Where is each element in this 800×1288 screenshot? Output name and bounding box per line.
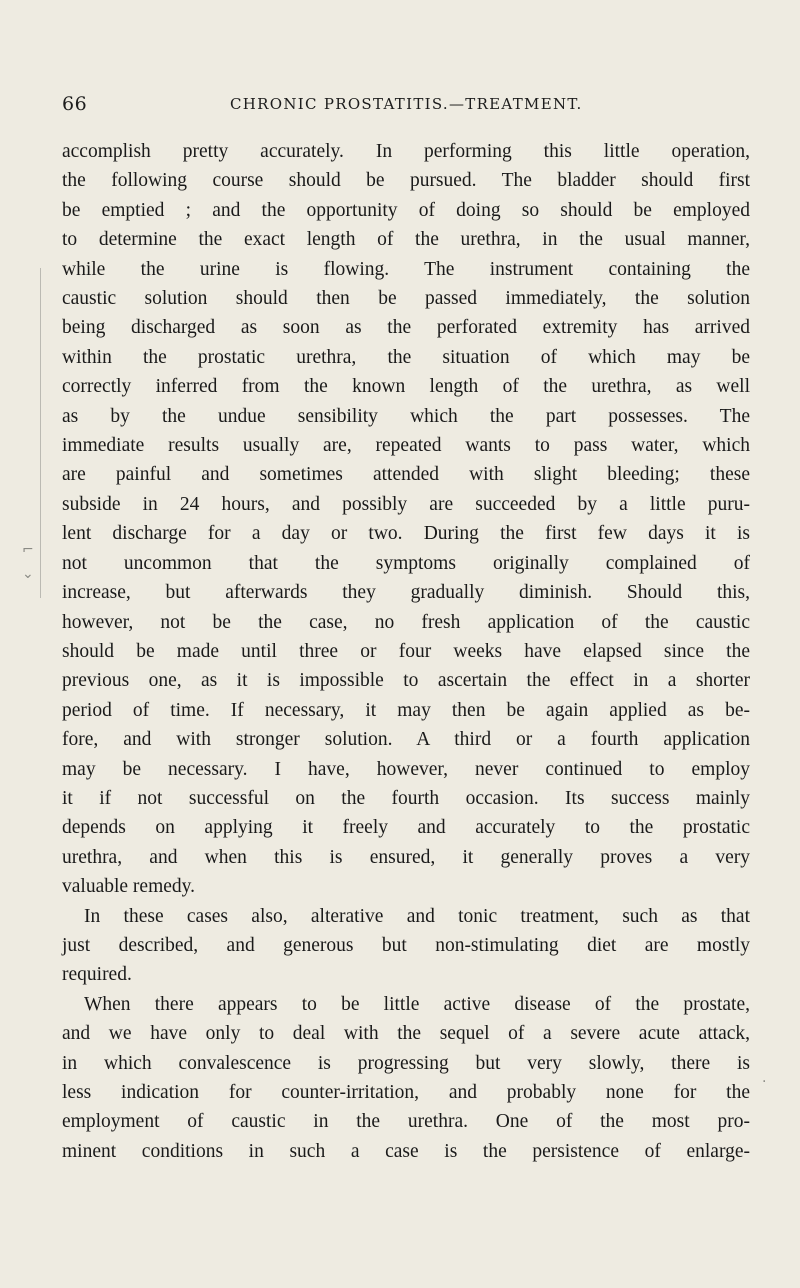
pencil-margin-tick-2: ⌄ — [22, 566, 34, 582]
text-line: are painful and sometimes attended with slight bleeding; these — [62, 464, 750, 486]
text-line: employment of caustic in the urethra. One of the most pro- — [62, 1111, 750, 1133]
text-line: subside in 24 hours, and possibly are succeeded by a little puru- — [62, 493, 750, 515]
text-line: while the urine is flowing. The instrument containing the — [62, 258, 750, 280]
text-line: may be necessary. I have, however, never continued to employ — [62, 758, 750, 780]
text-line: lent discharge for a day or two. During the first few days it is — [62, 523, 750, 545]
text-line: in which convalescence is progressing but very slowly, there is — [62, 1052, 750, 1074]
text-line: to determine the exact length of the urethra, in the usual manner, — [62, 229, 750, 251]
text-line: accomplish pretty accurately. In performing this little operation, — [62, 141, 750, 162]
text-line: fore, and with stronger solution. A third or a fourth application — [62, 729, 750, 751]
text-line: however, not be the case, no fresh application of the caustic — [62, 611, 750, 633]
text-line: previous one, as it is impossible to ascertain the effect in a shorter — [62, 670, 750, 692]
text-line: valuable remedy. — [62, 876, 196, 898]
text-line: within the prostatic urethra, the situation of which may be — [62, 346, 750, 368]
text-line: urethra, and when this is ensured, it generally proves a very — [62, 846, 750, 868]
text-line: required. — [62, 964, 132, 986]
text-line: In these cases also, alterative and tonic treatment, such as that — [84, 905, 750, 927]
pencil-margin-dot: · — [762, 1074, 767, 1090]
text-line: less indication for counter-irritation, and probably none for the — [62, 1082, 750, 1103]
running-head: CHRONIC PROSTATITIS.—TREATMENT. — [230, 95, 583, 113]
text-line: be emptied ; and the opportunity of doing so should be employed — [62, 199, 750, 221]
text-line: correctly inferred from the known length of the urethra, as well — [62, 376, 750, 398]
text-line: not uncommon that the symptoms originally complained of — [62, 552, 750, 574]
text-line: the following course should be pursued. The bladder should first — [62, 170, 750, 192]
text-line: as by the undue sensibility which the part possesses. The — [62, 405, 750, 427]
paragraph-2 — [62, 902, 750, 990]
text-line: depends on applying it freely and accurately to the prostatic — [62, 817, 750, 839]
page-number: 66 — [62, 93, 88, 115]
text-line: and we have only to deal with the sequel of a severe acute attack, — [62, 1023, 750, 1045]
paragraph-1 — [62, 137, 750, 902]
text-line: immediate results usually are, repeated wants to pass water, which — [62, 435, 750, 457]
text-line: should be made until three or four weeks have elapsed since the — [62, 640, 750, 662]
text-line: caustic solution should then be passed immediately, the solution — [62, 288, 750, 310]
text-line: it if not successful on the fourth occasion. Its success mainly — [62, 787, 750, 809]
text-line: being discharged as soon as the perforated extremity has arrived — [62, 317, 750, 339]
pencil-margin-line — [40, 268, 41, 598]
paragraph-3 — [62, 990, 750, 1166]
body-text — [62, 137, 750, 1166]
pencil-margin-tick-1: ⌐ — [22, 542, 34, 558]
text-line: minent conditions in such a case is the persistence of enlarge- — [62, 1140, 750, 1162]
text-line: increase, but afterwards they gradually diminish. Should this, — [62, 582, 750, 604]
text-line: just described, and generous but non-stimulating diet are mostly — [62, 934, 750, 956]
text-line: When there appears to be little active disease of the prostate, — [84, 993, 750, 1015]
page-header — [62, 92, 750, 120]
text-line: period of time. If necessary, it may then be again applied as be- — [62, 699, 750, 721]
